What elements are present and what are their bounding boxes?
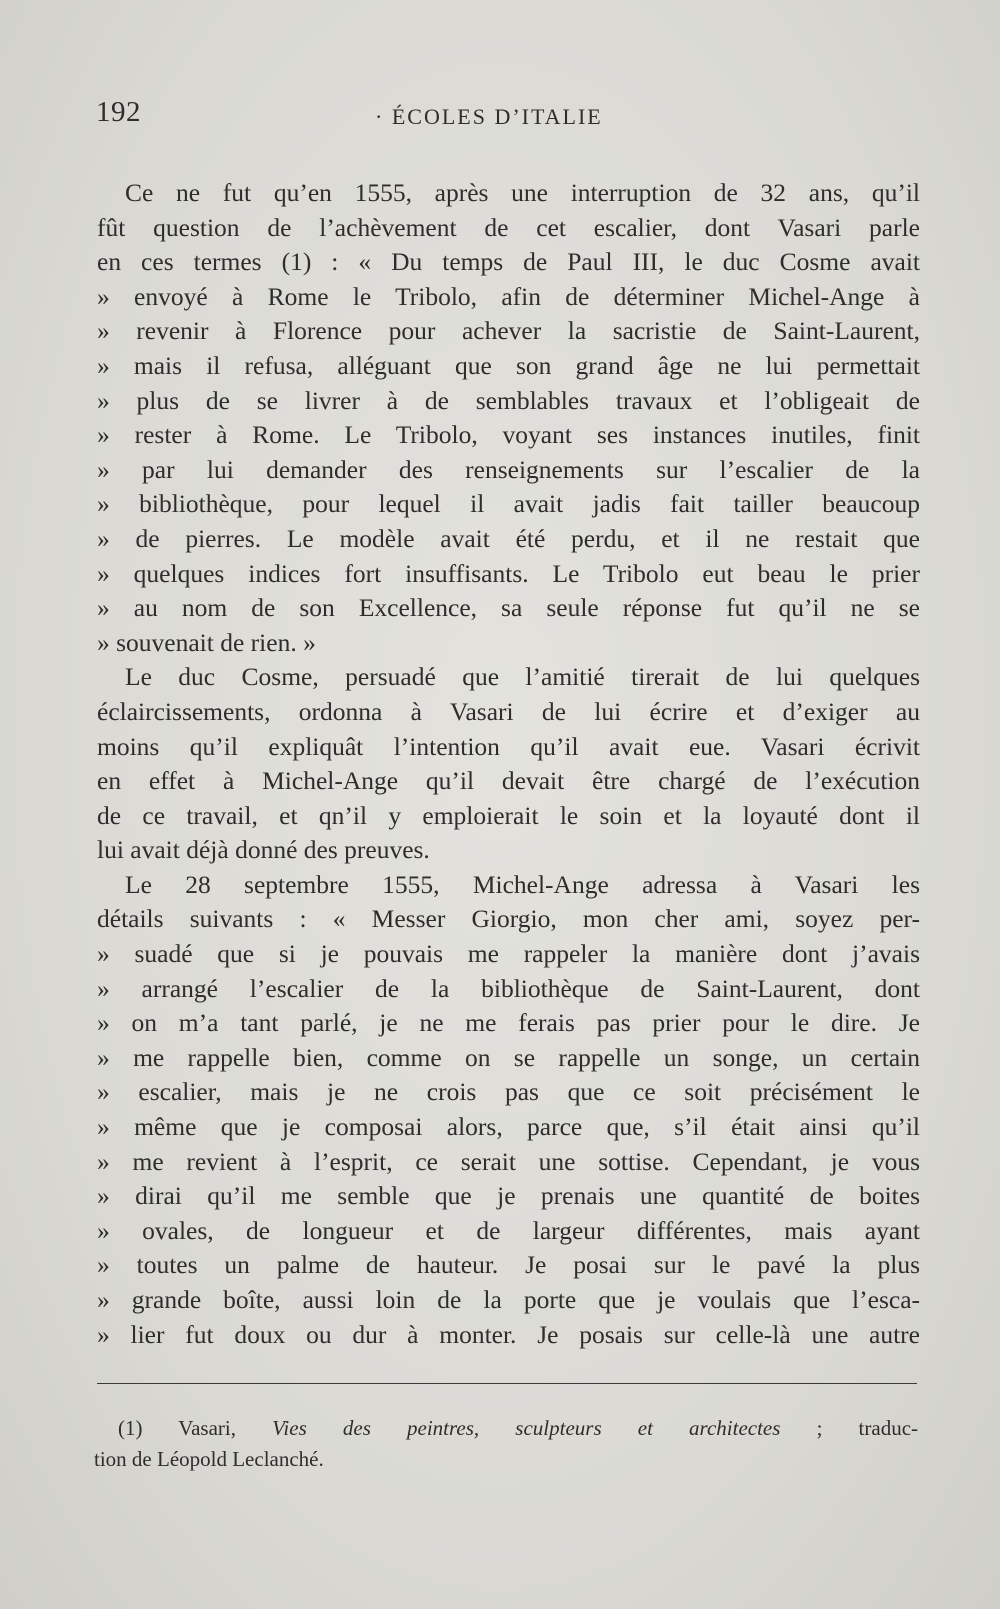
text-line: » me revient à l’esprit, ce serait une sottise. Cependant, je vous — [97, 1146, 920, 1176]
text-line: » lier fut doux ou dur à monter. Je posais sur celle-là une autre — [97, 1319, 920, 1349]
text-line: en effet à Michel-Ange qu’il devait être chargé de l’exécution — [97, 766, 920, 796]
text-line: » plus de se livrer à de semblables travaux et l’obligeait de — [97, 385, 920, 415]
text-line: en ces termes (1) : « Du temps de Paul III, le duc Cosme avait — [97, 247, 920, 277]
footnote-book-title: Vies des peintres, sculpteurs et architectes — [272, 1416, 781, 1440]
text-line: » dirai qu’il me semble que je prenais une quantité de boites — [97, 1181, 920, 1211]
text-line: » de pierres. Le modèle avait été perdu, et il ne restait que — [97, 523, 920, 553]
footnote — [94, 1413, 919, 1475]
text-line: éclaircissements, ordonna à Vasari de lui écrire et d’exiger au — [97, 696, 920, 726]
text-line: » suadé que si je pouvais me rappeler la manière dont j’avais — [97, 939, 920, 969]
text-line: » revenir à Florence pour achever la sacristie de Saint-Laurent, — [97, 316, 920, 346]
running-title: · ÉCOLES D’ITALIE — [375, 104, 603, 129]
text-line: lui avait déjà donné des preuves. — [97, 835, 430, 865]
text-line: de ce travail, et qn’il y emploierait le soin et la loyauté dont il — [97, 800, 920, 830]
text-line: Le duc Cosme, persuadé que l’amitié tirerait de lui quelques — [125, 662, 920, 692]
text-line: » au nom de son Excellence, sa seule réponse fut qu’il ne se — [97, 593, 920, 623]
text-line: » me rappelle bien, comme on se rappelle un songe, un certain — [97, 1042, 920, 1072]
text-line: Le 28 septembre 1555, Michel-Ange adressa à Vasari les — [125, 869, 920, 899]
text-line: » ovales, de longueur et de largeur différentes, mais ayant — [97, 1215, 920, 1245]
text-line: » toutes un palme de hauteur. Je posai sur le pavé la plus — [97, 1250, 920, 1280]
text-line: Ce ne fut qu’en 1555, après une interruption de 32 ans, qu’il — [125, 178, 920, 207]
text-line: » quelques indices fort insuffisants. Le Tribolo eut beau le prier — [97, 558, 920, 588]
text-line: fût question de l’achèvement de cet escalier, dont Vasari parle — [97, 212, 920, 242]
text-line: » bibliothèque, pour lequel il avait jadis fait tailler beaucoup — [97, 489, 920, 519]
text-line: » arrangé l’escalier de la bibliothèque de Saint-Laurent, dont — [97, 973, 920, 1003]
text-line: » par lui demander des renseignements sur l’escalier de la — [97, 454, 920, 484]
text-line: détails suivants : « Messer Giorgio, mon cher ami, soyez per- — [97, 904, 920, 934]
text-line: » souvenait de rien. » — [97, 627, 316, 657]
text-line: » grande boîte, aussi loin de la porte que je voulais que l’esca- — [97, 1285, 920, 1314]
text-line: » escalier, mais je ne crois pas que ce soit précisément le — [97, 1077, 920, 1107]
page-number: 192 — [96, 96, 141, 128]
footnote-marker: (1) Vasari, — [118, 1416, 236, 1440]
text-line: » rester à Rome. Le Tribolo, voyant ses instances inutiles, finit — [97, 420, 920, 450]
footnote-line — [118, 1413, 918, 1444]
text-line: » envoyé à Rome le Tribolo, afin de déterminer Michel-Ange à — [97, 281, 920, 311]
footnote-text: ; traduc- — [816, 1416, 919, 1440]
text-line: » on m’a tant parlé, je ne me ferais pas prier pour le dire. Je — [97, 1008, 920, 1038]
footnote-line: tion de Léopold Leclanché. — [94, 1447, 324, 1471]
footnote-rule — [97, 1383, 917, 1384]
text-line: » mais il refusa, alléguant que son grand âge ne lui permettait — [97, 350, 920, 380]
text-line: » même que je composai alors, parce que, s’il était ainsi qu’il — [97, 1112, 920, 1142]
text-line: moins qu’il expliquât l’intention qu’il avait eue. Vasari écrivit — [97, 731, 920, 761]
body-text — [97, 176, 920, 1352]
